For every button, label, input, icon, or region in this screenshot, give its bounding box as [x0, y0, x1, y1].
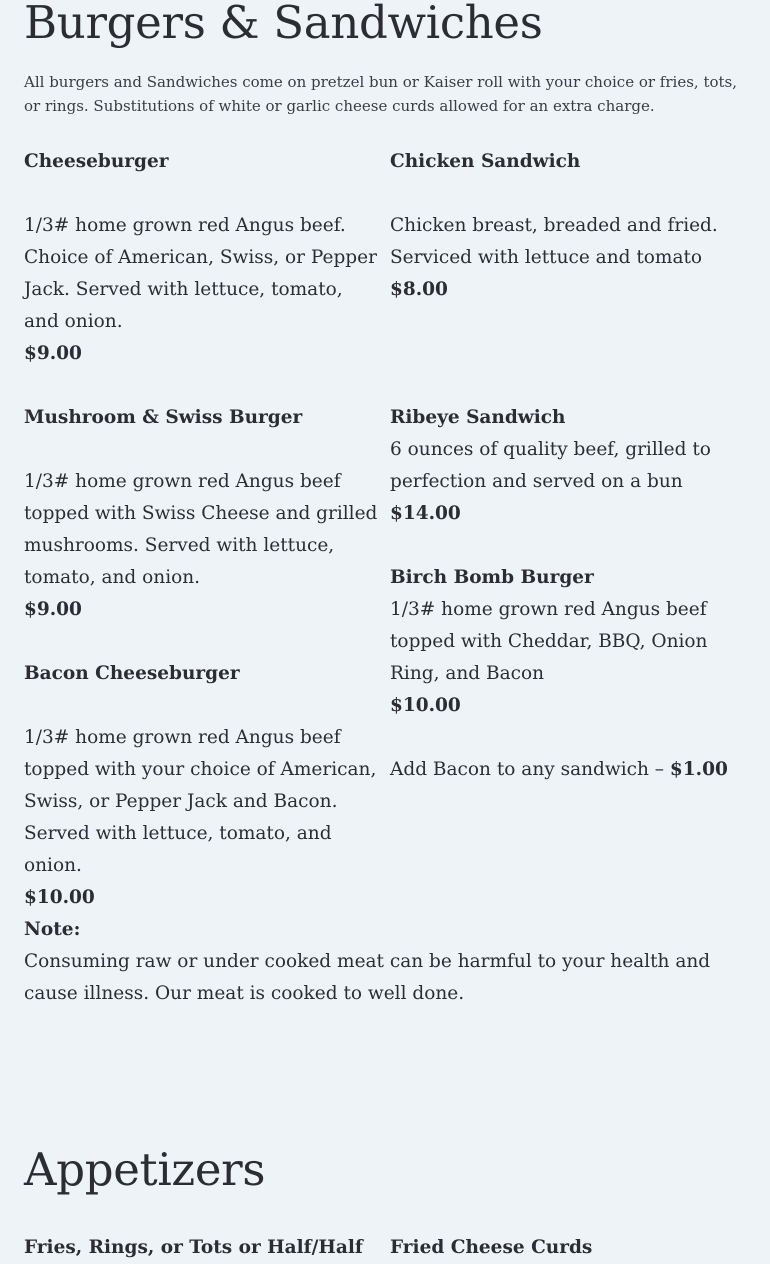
- item-name: Cheeseburger: [24, 151, 169, 172]
- item-name: Ribeye Sandwich: [390, 407, 566, 428]
- section-title-burgers: Burgers & Sandwiches: [24, 0, 543, 49]
- bacon-addon: [390, 754, 754, 786]
- item-price: $14.00: [390, 503, 461, 524]
- health-note: [24, 914, 754, 1010]
- item-name: Mushroom & Swiss Burger: [24, 407, 303, 428]
- burgers-intro: All burgers and Sandwiches come on pretzel bun or Kaiser roll with your choice or fries, tots, or rings. Substitutions of white or garlic cheese curds allowed for an extra charge.: [24, 73, 737, 115]
- menu-item-cheeseburger: [24, 146, 380, 370]
- item-name: Fried Cheese Curds: [390, 1237, 593, 1258]
- addon-text: Add Bacon to any sandwich –: [390, 759, 670, 780]
- menu-item-ribeye-sandwich: [390, 402, 754, 530]
- item-price: $10.00: [390, 695, 461, 716]
- addon-price: $1.00: [669, 759, 728, 780]
- menu-item-bacon-cheeseburger: [24, 658, 380, 914]
- item-name: Chicken Sandwich: [390, 151, 581, 172]
- item-price: $10.00: [24, 887, 95, 908]
- item-name: Fries, Rings, or Tots or Half/Half: [24, 1237, 363, 1258]
- item-description: 1/3# home grown red Angus beef topped with Cheddar, BBQ, Onion Ring, and Bacon: [390, 599, 708, 684]
- menu-item-mushroom-swiss: [24, 402, 380, 626]
- item-price: $9.00: [24, 343, 82, 364]
- item-name: Bacon Cheeseburger: [24, 663, 240, 684]
- appetizer-item-cheese-curds: [390, 1232, 592, 1264]
- item-description: 1/3# home grown red Angus beef. Choice of American, Swiss, or Pepper Jack. Served with lettuce, tomato, and onion.: [24, 215, 377, 332]
- item-price: $8.00: [390, 279, 448, 300]
- section-title-appetizers: Appetizers: [24, 1143, 266, 1196]
- appetizer-item-fries: [24, 1232, 363, 1264]
- menu-item-birch-bomb: [390, 562, 754, 722]
- note-text: Consuming raw or under cooked meat can be harmful to your health and cause illness. Our meat is cooked to well done.: [24, 951, 711, 1004]
- item-price: $9.00: [24, 599, 82, 620]
- item-description: 6 ounces of quality beef, grilled to perfection and served on a bun: [390, 439, 711, 492]
- item-description: Chicken breast, breaded and fried. Serviced with lettuce and tomato: [390, 215, 718, 268]
- menu-column-left: [24, 146, 380, 914]
- item-description: 1/3# home grown red Angus beef topped with your choice of American, Swiss, or Pepper Jack and Bacon. Served with lettuce, tomato, and onion.: [24, 727, 377, 876]
- item-name: Birch Bomb Burger: [390, 567, 594, 588]
- item-description: 1/3# home grown red Angus beef topped with Swiss Cheese and grilled mushrooms. Served with lettuce, tomato, and onion.: [24, 471, 378, 588]
- note-label: Note:: [24, 919, 81, 940]
- menu-column-right: [390, 146, 754, 786]
- menu-item-chicken-sandwich: [390, 146, 754, 306]
